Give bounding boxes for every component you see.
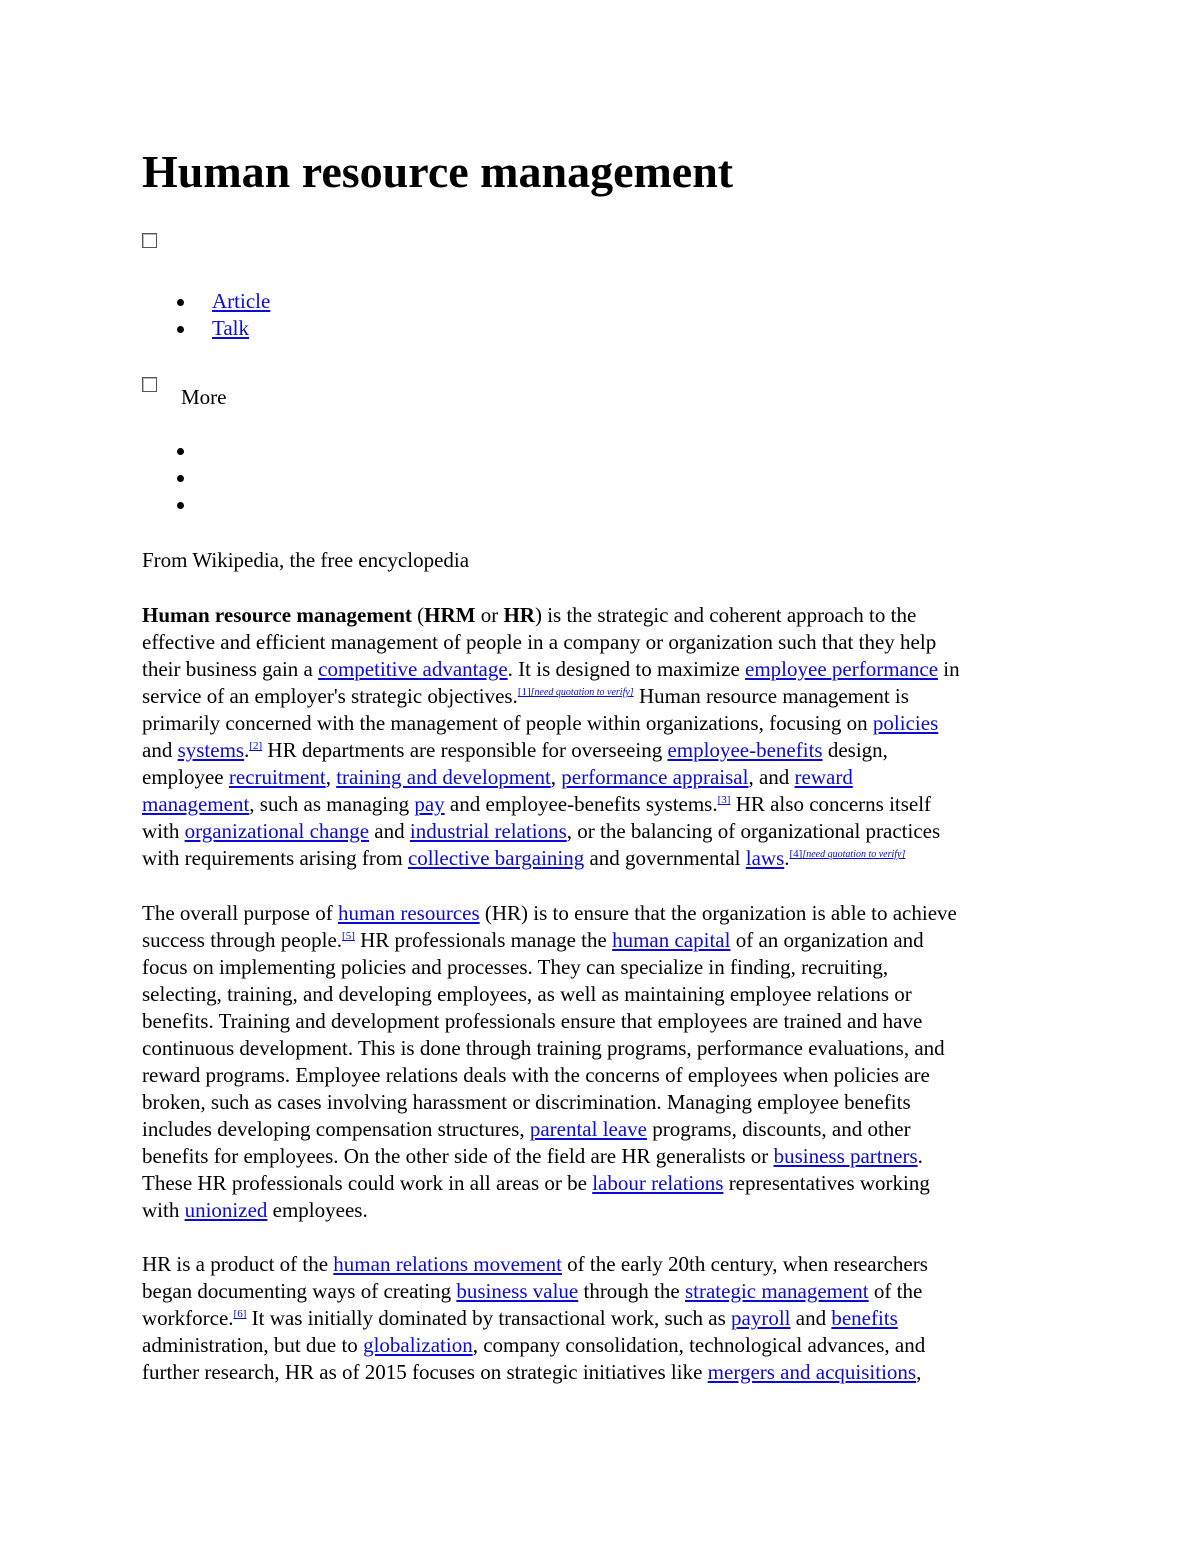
citation-link[interactable]: [4] [789,848,803,860]
text-run: with [142,819,185,843]
citation [342,930,355,942]
text-run: HR also concerns itself [730,792,932,816]
menu-checkbox[interactable] [142,233,157,248]
text-run: reward programs. Employee relations deals with the concerns of employees when policies are [142,1063,930,1087]
paragraph-line [142,629,1067,656]
paragraph-line [142,1251,1067,1278]
wiki-link[interactable]: parental leave [529,1117,647,1141]
paragraph-line [142,1008,1067,1035]
more-menu-list [142,437,212,518]
text-run: The overall purpose of [142,901,338,925]
text-run: , [916,1360,922,1384]
wiki-link[interactable]: recruitment [228,765,326,789]
text-run: HR professionals manage the [354,928,613,952]
paragraph-line [142,1197,1067,1224]
wiki-link[interactable]: payroll [731,1306,791,1330]
wiki-link[interactable]: systems [177,738,245,762]
paragraph-line [142,1359,1067,1386]
text-run: , or the balancing of organizational practices [566,819,941,843]
text-run: continuous development. This is done through training programs, performance evaluations, and [142,1036,945,1060]
wiki-link[interactable]: business value [456,1279,579,1303]
text-run: further research, HR as of 2015 focuses on strategic initiatives like [142,1360,708,1384]
text-run: includes developing compensation structures, [142,1117,530,1141]
quotation-needed-link[interactable]: [need quotation to verify] [530,687,634,698]
paragraph-line [142,1116,1067,1143]
wiki-link[interactable]: management [142,792,250,816]
paragraph-line [142,710,1067,737]
wiki-link[interactable]: training and development [336,765,551,789]
tab-article [142,288,270,315]
text-run: , [325,765,337,789]
text-run: effective and efficient management of people in a company or organization such that they help [142,630,937,654]
text-run: of the [868,1279,923,1303]
text-run: and [369,819,410,843]
citation [790,848,803,860]
citation [531,686,634,698]
wiki-link[interactable]: strategic management [684,1279,869,1303]
text-run: employees. [267,1198,368,1222]
paragraph-line [142,1035,1067,1062]
text-run: representatives working [723,1171,930,1195]
site-tagline: From Wikipedia, the free encyclopedia [142,548,470,572]
text-run: and employee-benefits systems. [444,792,718,816]
text-run: design, [822,738,888,762]
wiki-link[interactable]: competitive advantage [318,657,508,681]
wiki-link[interactable]: employee-benefits [667,738,823,762]
paragraph-line [142,656,1067,683]
text-run: focus on implementing policies and processes. They can specialize in finding, recruiting, [142,955,889,979]
text-run: , company consolidation, technological advances, and [472,1333,926,1357]
text-run: . It is designed to maximize [507,657,746,681]
text-run: success through people. [142,928,343,952]
text-run: (HR) is to ensure that the organization is able to achieve [479,901,957,925]
citation [518,686,531,698]
page-title: Human resource management [142,146,734,197]
text-run: ( [411,603,425,627]
paragraph-line [142,818,1067,845]
paragraph-line [142,1170,1067,1197]
tab-talk [142,315,270,342]
tab-article-link[interactable]: Article [212,289,271,313]
wiki-link[interactable]: laws [745,846,785,870]
text-run: It was initially dominated by transactional work, such as [246,1306,732,1330]
wiki-link[interactable]: employee performance [745,657,939,681]
text-run: benefits. Training and development professionals ensure that employees are trained and have [142,1009,923,1033]
text-run: , and [748,765,795,789]
wiki-link[interactable]: human resources [337,901,480,925]
wiki-link[interactable]: business partners [773,1144,918,1168]
citation [718,794,731,806]
more-menu-checkbox[interactable] [142,377,157,392]
citation-link[interactable]: [1] [517,686,531,698]
wiki-link[interactable]: policies [872,711,939,735]
intro-paragraph [142,602,1067,872]
paragraph-line [142,845,1067,872]
wiki-link[interactable]: performance appraisal [561,765,749,789]
text-run: of an organization and [730,928,924,952]
paragraph-line [142,927,1067,954]
bold-term: HR [503,603,535,627]
paragraph-line [142,1305,1067,1332]
paragraph-line [142,602,1067,629]
text-run: and [142,738,178,762]
citation [802,848,905,860]
paragraph-line [142,1278,1067,1305]
citation-link[interactable]: [6] [233,1308,247,1320]
more-menu-label[interactable]: More [181,385,227,409]
paragraph-line [142,954,1067,981]
text-run: their business gain a [142,657,319,681]
text-run: in [938,657,960,681]
paragraph-line [142,737,1067,764]
paragraph-line [142,683,1067,710]
text-run: , [550,765,562,789]
wiki-link[interactable]: human relations movement [333,1252,562,1276]
paragraph-line [142,791,1067,818]
more-menu-item[interactable] [142,437,212,464]
text-run: ) is the strategic and coherent approach to the [534,603,917,627]
text-run: of the early 20th century, when researchers [561,1252,928,1276]
purpose-paragraph [142,900,1067,1224]
text-run: workforce. [142,1306,234,1330]
text-run: and governmental [584,846,746,870]
bold-term: HRM [424,603,476,627]
wiki-link[interactable]: collective bargaining [407,846,585,870]
paragraph-line [142,1143,1067,1170]
text-run: or [475,603,504,627]
text-run: These HR professionals could work in all areas or be [142,1171,593,1195]
text-run: administration, but due to [142,1333,364,1357]
wiki-link[interactable]: benefits [831,1306,898,1330]
paragraph-line [142,900,1067,927]
text-run: service of an employer's strategic objectives. [142,684,518,708]
text-run: . [917,1144,923,1168]
paragraph-line [142,1062,1067,1089]
text-run: primarily concerned with the management of people within organizations, focusing on [142,711,873,735]
paragraph-line [142,1332,1067,1359]
wiki-link[interactable]: mergers and acquisitions [707,1360,917,1384]
paragraph-line [142,1089,1067,1116]
quotation-needed-link[interactable]: [need quotation to verify] [802,849,906,860]
text-run: with requirements arising from [142,846,408,870]
wiki-link[interactable]: unionized [184,1198,268,1222]
text-run: employee [142,765,229,789]
paragraph-line [142,981,1067,1008]
wiki-link[interactable]: pay [414,792,445,816]
citation-link[interactable]: [5] [342,930,355,942]
wiki-link[interactable]: labour relations [592,1171,724,1195]
more-menu-item[interactable] [142,491,212,518]
text-run: and [790,1306,832,1330]
citation [249,740,262,752]
text-run: HR is a product of the [142,1252,334,1276]
history-paragraph [142,1251,1067,1386]
more-menu-item[interactable] [142,464,212,491]
wiki-link[interactable]: human capital [612,928,731,952]
text-run: began documenting ways of creating [142,1279,457,1303]
text-run: with [142,1198,185,1222]
text-run: Human resource management is [633,684,909,708]
wiki-link[interactable]: organizational change [184,819,370,843]
citation [234,1308,247,1320]
bold-term: Human resource management [142,603,412,627]
text-run: , such as managing [249,792,415,816]
text-run: HR departments are responsible for overseeing [262,738,668,762]
text-run: through the [578,1279,685,1303]
tab-talk-link[interactable]: Talk [212,316,250,340]
text-run: programs, discounts, and other [647,1117,911,1141]
text-run: broken, such as cases involving harassment or discrimination. Managing employee benefits [142,1090,911,1114]
wiki-link[interactable]: globalization [363,1333,473,1357]
citation-link[interactable]: [3] [717,794,731,806]
wiki-link[interactable]: industrial relations [409,819,567,843]
text-run: . [244,738,250,762]
text-run: selecting, training, and developing employees, as well as maintaining employee relations or [142,982,912,1006]
paragraph-line [142,764,1067,791]
wiki-link[interactable]: reward [794,765,853,789]
text-run: . [784,846,790,870]
namespace-tabs [142,288,270,342]
citation-link[interactable]: [2] [249,740,263,752]
text-run: benefits for employees. On the other side of the field are HR generalists or [142,1144,774,1168]
